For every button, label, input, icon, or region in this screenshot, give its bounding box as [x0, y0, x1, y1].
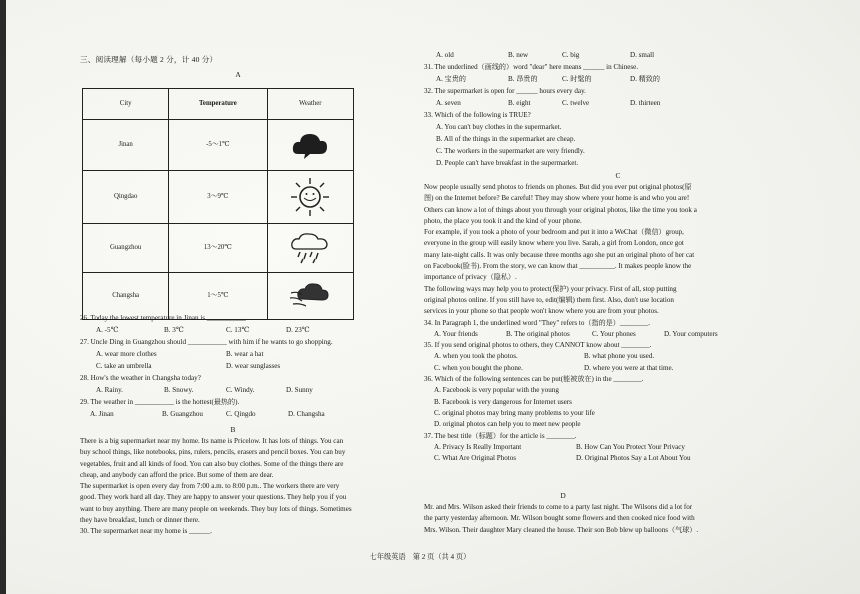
passage-line: they have breakfast, lunch or dinner there. [80, 516, 200, 525]
option: D. Sunny [286, 386, 313, 394]
passage-line: Others can know a lot of things about you through your original photos, like the time you took a [424, 205, 697, 214]
option: B. Facebook is very dangerous for Internet users [434, 397, 572, 406]
option: D. thirteen [630, 99, 661, 107]
question-stem: 32. The supermarket is open for ______ hours every day. [424, 87, 586, 95]
option: C. 13℃ [226, 326, 250, 334]
city-cell: Qingdao [83, 171, 169, 224]
question-stem: 34. In Paragraph 1, the underlined word "They" refers to（指的是）________. [424, 318, 651, 327]
passage-line: Mr. and Mrs. Wilson asked their friends to come to a party last night. The Wilsons did a lot for [424, 503, 693, 511]
option: C. when you bought the phone. [434, 363, 523, 372]
option: A. seven [436, 99, 461, 107]
table-row [83, 224, 354, 273]
question-stem: 31. The underlined（画线的）word "dear" here means ______ in Chinese. [424, 63, 639, 71]
options-row [424, 453, 818, 464]
option: D. small [630, 51, 655, 59]
option: D. Original Photos Say a Lot About You [576, 454, 691, 463]
option: B. new [508, 51, 529, 59]
option: C. Qingdo [226, 410, 256, 418]
weather-cell [267, 273, 353, 320]
page-footer: 七年级英语 第 2 页（共 4 页） [369, 553, 471, 561]
passage-line: Mrs. Wilson. Their daughter Mary cleaned the house. Their son Bob blew up balloons（气球）. [424, 525, 699, 534]
city-cell: Guangzhou [83, 224, 169, 273]
option: D. 23℃ [286, 326, 310, 334]
passage-line: buy school things, like notebooks, pins, rulers, pencils, erasers and pencil boxes. You can buy [80, 448, 346, 457]
options-row [436, 74, 690, 85]
passage-line: importance of privacy（隐私）. [424, 273, 517, 282]
option: B. what phone you used. [584, 352, 655, 361]
passage-d-body [424, 502, 818, 536]
weather-table [82, 88, 354, 320]
table-header-weather: Weather [267, 89, 353, 120]
passage-line: cheap, and anybody can afford the price. But some of them are dear. [80, 470, 274, 479]
temp-cell: 3～9℃ [169, 171, 267, 224]
temp-cell: 1～5℃ [169, 273, 267, 320]
question-stem: 29. The weather in ___________ is the hottest(最热的). [80, 398, 240, 406]
passage-line: original photos online. If you still have to, edit(编辑) them first. Also, don't use location [424, 295, 674, 304]
options-row [96, 349, 346, 360]
passage-line: vegetables, fruit and all kinds of food. You can also buy clothes. Some of the things there are [80, 459, 344, 468]
weather-cell [267, 120, 353, 171]
option: C. The workers in the supermarket are very friendly. [436, 147, 585, 155]
passage-line: on Facebook(脸书). From the story, we can know that __________. It makes people know the [424, 262, 692, 271]
options-row [436, 98, 690, 109]
option: C. big [562, 51, 580, 59]
option: C. original photos may bring many problems to your life [434, 408, 595, 417]
option: B. 3℃ [164, 326, 184, 334]
passage-line: For example, if you took a photo of your bedroom and put it into a WeChat（微信）group, [424, 228, 684, 237]
options-row [436, 50, 690, 61]
rain-icon [288, 231, 332, 265]
option: D. People can't have breakfast in the supermarket. [436, 159, 579, 167]
option: D. 精致的 [630, 75, 660, 83]
option: D. Changsha [288, 410, 325, 418]
passage-a-label: A [235, 70, 241, 79]
options-row [424, 329, 818, 340]
option: B. eight [508, 99, 531, 107]
weather-cell [267, 171, 353, 224]
option: B. 昂贵的 [508, 75, 538, 83]
city-cell: Jinan [83, 120, 169, 171]
scan-edge [0, 0, 6, 594]
question-stem: 37. The best title（标题）for the article is ________. [424, 431, 577, 440]
question-stem: 26. Today the lowest temperature in Jinan is ___________. [80, 314, 248, 322]
options-row [90, 409, 358, 420]
option: A. Your friends [434, 329, 478, 338]
passage-line: many late-night calls. It was only because three months ago she put an original photo of her cat [424, 250, 695, 259]
passage-c-body [424, 182, 818, 464]
option: B. Guangzhou [162, 410, 203, 418]
passage-line: want to buy anything. There are many people on weekends. They buy lots of things. Sometimes [80, 504, 352, 513]
option: D. original photos can help you to meet new people [434, 420, 581, 429]
option: B. How Can You Protect Your Privacy [576, 442, 685, 451]
option: A. 宝贵的 [436, 75, 466, 83]
sun-icon [288, 176, 332, 218]
options-row [424, 363, 818, 374]
windy-icon [288, 279, 332, 313]
passage-line: everyone in the group will easily know where you live. Sarah, a girl from London, once got [424, 239, 684, 248]
option: C. What Are Original Photos [434, 454, 517, 463]
option: D. wear sunglasses [226, 362, 281, 370]
option: A. You can't buy clothes in the supermarket. [436, 123, 562, 131]
option: A. wear more clothes [96, 350, 157, 358]
option: C. take an umbrella [96, 362, 152, 370]
table-header-city: City [83, 89, 169, 120]
question-stem: 28. How's the weather in Changsha today? [80, 374, 201, 382]
option: D. Your computers [664, 329, 718, 338]
option: A. Rainy. [96, 386, 123, 394]
option: D. where you were at that time. [584, 363, 674, 372]
options-row [96, 385, 346, 396]
passage-c-label: C [615, 171, 621, 180]
question-stem: 36. Which of the following sentences can be put(能被放在) in the ________. [424, 375, 644, 384]
option: A. -5℃ [96, 326, 119, 334]
passage-line: services in your phone so that people won't know where you are from your photos. [424, 307, 659, 316]
passage-line: Now people usually send photos to friends on phones. But did you ever put original photos(原 [424, 183, 692, 191]
option: B. Snowy. [164, 386, 194, 394]
passage-line: The following ways may help you to protect(保护) your privacy. First of all, stop putting [424, 284, 677, 293]
table-row [83, 171, 354, 224]
option: A. Privacy Is Really Important [434, 442, 522, 451]
option: B. All of the things in the supermarket are cheap. [436, 135, 576, 143]
passage-b-label: B [230, 425, 236, 434]
option: C. 时髦的 [562, 75, 592, 83]
question-stem: 30. The supermarket near my home is ______. [80, 527, 213, 536]
passage-line: 图) on the Internet before? Be careful! They may show where your home is and who you are! [424, 194, 690, 203]
temp-cell: -5～1℃ [169, 120, 267, 171]
option: A. when you took the photos. [434, 352, 518, 361]
question-stem: 27. Uncle Ding in Guangzhou should ___________ with him if he wants to go shopping. [80, 338, 333, 346]
option: C. Your phones [592, 329, 636, 338]
option: C. twelve [562, 99, 590, 107]
passage-b-body [80, 436, 415, 538]
temp-cell: 13～20℃ [169, 224, 267, 273]
table-row [83, 120, 354, 171]
option: B. The original photos [506, 329, 570, 338]
passage-line: photo, the place you took it and the kind of your phone. [424, 216, 582, 225]
city-cell: Changsha [83, 273, 169, 320]
option: A. Facebook is very popular with the young [434, 386, 559, 395]
passage-d-label: D [560, 491, 566, 500]
table-header-temperature: Temperature [169, 89, 267, 120]
option: A. old [436, 51, 454, 59]
cloud-icon [290, 128, 330, 162]
options-row [424, 442, 818, 453]
option: A. Jinan [90, 410, 114, 418]
passage-line: the party yesterday afternoon. Mr. Wilson bought some flowers and then cooked nice food with [424, 514, 695, 523]
passage-line: good. They work hard all day. They are happy to answer your questions. They help you if you [80, 493, 347, 502]
option: B. wear a hat [226, 350, 264, 358]
question-stem: 35. If you send original photos to others, they CANNOT know about ________. [424, 341, 652, 350]
options-row [96, 325, 346, 336]
weather-cell [267, 224, 353, 273]
passage-line: There is a big supermarket near my home. Its name is Pricelow. It has lots of things. You can [80, 437, 344, 445]
section-title: 三、阅读理解（每小题 2 分，计 40 分） [80, 55, 218, 64]
option: C. Windy. [226, 386, 255, 394]
options-row [96, 361, 346, 372]
question-stem: 33. Which of the following is TRUE? [424, 111, 531, 119]
options-row [424, 351, 818, 362]
passage-line: The supermarket is open every day from 7:00 a.m. to 8:00 p.m.. The workers there are very [80, 482, 340, 491]
